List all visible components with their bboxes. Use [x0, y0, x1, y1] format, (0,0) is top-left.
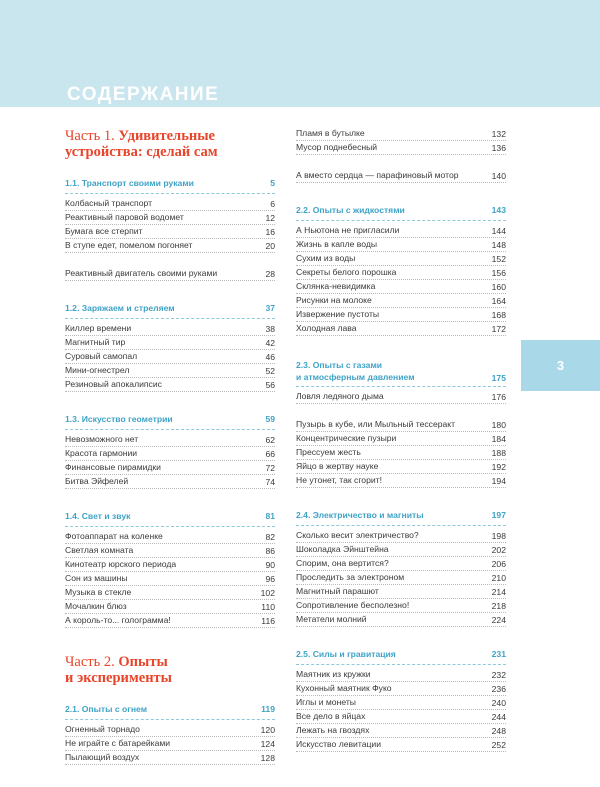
entry-title: Суровый самопал	[65, 351, 138, 361]
toc-entry[interactable]	[296, 322, 506, 336]
toc-section	[296, 205, 506, 336]
toc-entry[interactable]	[65, 197, 275, 211]
entry-title: Мини-огнестрел	[65, 365, 130, 375]
section-header[interactable]	[296, 649, 506, 665]
toc-entry[interactable]	[296, 432, 506, 446]
entry-page: 232	[491, 670, 506, 680]
section-page: 81	[265, 511, 275, 521]
entry-title: Магнитный парашют	[296, 586, 379, 596]
entry-title: Яйцо в жертву науке	[296, 461, 379, 471]
entry-page: 86	[265, 546, 275, 556]
entry-page: 240	[491, 698, 506, 708]
toc-entry[interactable]	[65, 558, 275, 572]
entry-page: 6	[270, 199, 275, 209]
toc-entry[interactable]	[296, 529, 506, 543]
entry-title: Извержение пустоты	[296, 309, 380, 319]
entry-page: 224	[491, 615, 506, 625]
toc-entry[interactable]	[65, 600, 275, 614]
entry-title: Жизнь в капле воды	[296, 239, 378, 249]
toc-section-continued	[296, 127, 506, 183]
entry-page: 192	[491, 462, 506, 472]
section-header[interactable]	[65, 178, 275, 194]
section-title-line1: 2.3. Опыты с газами	[296, 360, 383, 370]
entry-title: Киллер времени	[65, 323, 132, 333]
section-header[interactable]	[65, 303, 275, 319]
toc-entry[interactable]	[65, 586, 275, 600]
section-header[interactable]	[65, 414, 275, 430]
entry-title: Финансовые пирамидки	[65, 462, 161, 472]
entry-title: А король-то... голограмма!	[65, 615, 171, 625]
entry-title: Пылающий воздух	[65, 752, 140, 762]
section-header[interactable]	[296, 205, 506, 221]
toc-entry[interactable]	[296, 613, 506, 627]
section-title: 2.5. Силы и гравитация	[296, 649, 396, 659]
entry-page: 168	[491, 310, 506, 320]
entry-page: 198	[491, 531, 506, 541]
entry-title: Сон из машины	[65, 573, 128, 583]
entry-title: А Ньютона не пригласили	[296, 225, 400, 235]
entry-title: Музыка в стекле	[65, 587, 132, 597]
entry-title: Иглы и монеты	[296, 697, 356, 707]
entry-page: 202	[491, 545, 506, 555]
entry-page: 110	[261, 602, 275, 612]
toc-left-column	[65, 128, 275, 787]
section-header[interactable]	[296, 358, 506, 387]
toc-entry[interactable]	[65, 723, 275, 737]
entry-title: Реактивный двигатель своими руками	[65, 268, 218, 278]
entry-title: Сколько весит электричество?	[296, 530, 419, 540]
toc-section	[65, 704, 275, 765]
section-page: 231	[491, 649, 506, 659]
entry-page: 244	[491, 712, 506, 722]
entry-page: 136	[491, 143, 506, 153]
toc-entry[interactable]	[65, 225, 275, 239]
toc-entry[interactable]	[65, 378, 275, 392]
entry-title: Сопротивление бесполезно!	[296, 600, 410, 610]
entry-page: 210	[491, 573, 506, 583]
entry-title: Пламя в бутылке	[296, 128, 365, 138]
part-title-line1: Опыты	[118, 654, 168, 670]
toc-entry[interactable]	[296, 724, 506, 738]
entry-title: А вместо сердца — парафиновый мотор	[296, 170, 459, 180]
entry-page: 66	[265, 449, 275, 459]
toc-entry[interactable]	[65, 211, 275, 225]
entry-page: 144	[491, 226, 506, 236]
section-page: 119	[261, 704, 275, 714]
entry-page: 184	[491, 434, 506, 444]
entry-page: 188	[491, 448, 506, 458]
section-title: 2.4. Электричество и магниты	[296, 510, 424, 520]
toc-entry[interactable]	[296, 557, 506, 571]
section-title: 1.4. Свет и звук	[65, 511, 131, 521]
entry-title: Невозможного нет	[65, 434, 139, 444]
toc-entry[interactable]	[65, 751, 275, 765]
entry-title: Лежать на гвоздях	[296, 725, 370, 735]
entry-page: 164	[491, 296, 506, 306]
toc-entry[interactable]	[296, 585, 506, 599]
toc-entry[interactable]	[65, 572, 275, 586]
entry-page: 132	[491, 129, 506, 139]
toc-section	[65, 178, 275, 281]
toc-entry[interactable]	[65, 322, 275, 336]
part-title	[65, 654, 275, 686]
part-label: Часть 1.	[65, 128, 115, 144]
entry-title: Секреты белого порошка	[296, 267, 397, 277]
toc-section	[65, 303, 275, 392]
toc-entry[interactable]	[296, 155, 506, 183]
toc-entry[interactable]	[65, 336, 275, 350]
toc-entry[interactable]	[296, 252, 506, 266]
entry-page: 42	[265, 338, 275, 348]
entry-title: Холодная лава	[296, 323, 357, 333]
toc-section	[65, 414, 275, 489]
toc-right-column	[296, 127, 506, 774]
toc-entry[interactable]	[296, 141, 506, 155]
entry-page: 148	[491, 240, 506, 250]
entry-page: 28	[265, 269, 275, 279]
entry-page: 172	[491, 324, 506, 334]
toc-entry[interactable]	[65, 364, 275, 378]
entry-title: Прессуем жесть	[296, 447, 361, 457]
entry-page: 72	[265, 463, 275, 473]
toc-entry[interactable]	[65, 475, 275, 489]
toc-entry[interactable]	[296, 127, 506, 141]
entry-page: 96	[265, 574, 275, 584]
entry-page: 12	[265, 213, 275, 223]
entry-title: Пузырь в кубе, или Мыльный тессеракт	[296, 419, 456, 429]
entry-page: 74	[265, 477, 275, 487]
section-title: 1.1. Транспорт своими руками	[65, 178, 194, 188]
entry-title: Не играйте с батарейками	[65, 738, 171, 748]
entry-page: 62	[265, 435, 275, 445]
toc-entry[interactable]	[296, 571, 506, 585]
entry-title: Колбасный транспорт	[65, 198, 153, 208]
section-page: 37	[265, 303, 275, 313]
entry-title: Маятник из кружки	[296, 669, 371, 679]
part-title-line2: устройства: сделай сам	[65, 144, 218, 160]
entry-title: Красота гармонии	[65, 448, 138, 458]
entry-page: 116	[261, 616, 275, 626]
entry-title: В ступе едет, помелом погоняет	[65, 240, 193, 250]
toc-entry[interactable]	[65, 530, 275, 544]
entry-page: 102	[260, 588, 275, 598]
entry-title: Мочалкин блюз	[65, 601, 127, 611]
section-header[interactable]	[65, 511, 275, 527]
entry-page: 218	[491, 601, 506, 611]
entry-page: 160	[491, 282, 506, 292]
entry-title: Кинотеатр юрского периода	[65, 559, 177, 569]
entry-title: Спорим, она вертится?	[296, 558, 389, 568]
entry-page: 124	[260, 739, 275, 749]
entry-page: 120	[260, 725, 275, 735]
entry-title: Не утонет, так сгорит!	[296, 475, 382, 485]
entry-page: 128	[260, 753, 275, 763]
entry-title: Бумага все стерпит	[65, 226, 143, 236]
section-page: 5	[270, 178, 275, 188]
toc-entry[interactable]	[65, 544, 275, 558]
toc-section	[296, 358, 506, 488]
section-header[interactable]	[65, 704, 275, 720]
entry-page: 20	[265, 241, 275, 251]
entry-title: Огненный торнадо	[65, 724, 140, 734]
entry-page: 206	[491, 559, 506, 569]
toc-entry[interactable]	[65, 350, 275, 364]
entry-page: 236	[491, 684, 506, 694]
entry-page: 38	[265, 324, 275, 334]
page-number-tab: 3	[521, 340, 600, 391]
entry-title: Проследить за электроном	[296, 572, 405, 582]
section-page: 197	[491, 510, 506, 520]
section-page: 175	[491, 373, 506, 383]
section-title: 2.2. Опыты с жидкостями	[296, 205, 405, 215]
entry-page: 152	[491, 254, 506, 264]
entry-page: 90	[265, 560, 275, 570]
entry-page: 248	[491, 726, 506, 736]
entry-title: Метатели молний	[296, 614, 367, 624]
entry-page: 252	[491, 740, 506, 750]
toc-entry[interactable]	[65, 461, 275, 475]
entry-title: Резиновый апокалипсис	[65, 379, 162, 389]
entry-title: Рисунки на молоке	[296, 295, 372, 305]
section-title: 1.2. Заряжаем и стреляем	[65, 303, 175, 313]
toc-entry[interactable]	[65, 737, 275, 751]
toc-section	[296, 510, 506, 627]
toc-entry[interactable]	[296, 460, 506, 474]
entry-title: Фотоаппарат на коленке	[65, 531, 163, 541]
entry-title: Сухим из воды	[296, 253, 356, 263]
header-banner	[0, 0, 600, 107]
toc-entry[interactable]	[296, 238, 506, 252]
page-title: СОДЕРЖАНИЕ	[67, 84, 220, 105]
entry-page: 214	[491, 587, 506, 597]
entry-title: Искусство левитации	[296, 739, 381, 749]
entry-page: 16	[265, 227, 275, 237]
toc-entry[interactable]	[296, 404, 506, 432]
toc-section	[65, 511, 275, 628]
entry-page: 180	[491, 420, 506, 430]
entry-title: Битва Эйфелей	[65, 476, 129, 486]
toc-entry[interactable]	[296, 390, 506, 404]
entry-title: Склянка-невидимка	[296, 281, 376, 291]
toc-section	[296, 649, 506, 752]
entry-page: 46	[265, 352, 275, 362]
toc-entry[interactable]	[296, 599, 506, 613]
entry-page: 82	[265, 532, 275, 542]
toc-entry[interactable]	[296, 710, 506, 724]
entry-page: 56	[265, 380, 275, 390]
entry-title: Концентрические пузыри	[296, 433, 397, 443]
entry-page: 52	[265, 366, 275, 376]
toc-entry[interactable]	[296, 474, 506, 488]
entry-title: Мусор поднебесный	[296, 142, 378, 152]
entry-title: Шоколадка Эйнштейна	[296, 544, 389, 554]
entry-title: Ловля ледяного дыма	[296, 391, 384, 401]
section-title: 2.1. Опыты с огнем	[65, 704, 148, 714]
entry-page: 194	[491, 476, 506, 486]
entry-title: Все дело в яйцах	[296, 711, 366, 721]
toc-entry[interactable]	[296, 543, 506, 557]
part-title-line2: и эксперименты	[65, 670, 172, 686]
section-header[interactable]	[296, 510, 506, 526]
toc-entry[interactable]	[296, 294, 506, 308]
entry-title: Реактивный паровой водомет	[65, 212, 184, 222]
toc-entry[interactable]	[65, 433, 275, 447]
entry-title: Кухонный маятник Фуко	[296, 683, 392, 693]
toc-entry[interactable]	[65, 239, 275, 253]
entry-title: Светлая комната	[65, 545, 134, 555]
toc-entry[interactable]	[65, 447, 275, 461]
toc-entry[interactable]	[296, 696, 506, 710]
entry-page: 156	[491, 268, 506, 278]
entry-page: 140	[491, 171, 506, 181]
toc-entry[interactable]	[296, 668, 506, 682]
section-page: 143	[491, 205, 506, 215]
entry-title: Магнитный тир	[65, 337, 126, 347]
part-label: Часть 2.	[65, 654, 115, 670]
section-page: 59	[265, 414, 275, 424]
part-title	[65, 128, 275, 160]
toc-entry[interactable]	[65, 253, 275, 281]
toc-entry[interactable]	[296, 280, 506, 294]
toc-entry[interactable]	[65, 614, 275, 628]
section-title-line2: и атмосферным давлением	[296, 372, 415, 382]
toc-entry[interactable]	[296, 308, 506, 322]
part-title-line1: Удивительные	[118, 128, 215, 144]
toc-entry[interactable]	[296, 682, 506, 696]
toc-entry[interactable]	[296, 266, 506, 280]
toc-entry[interactable]	[296, 224, 506, 238]
section-title	[296, 359, 415, 383]
entry-page: 176	[491, 392, 506, 402]
toc-entry[interactable]	[296, 446, 506, 460]
section-title: 1.3. Искусство геометрии	[65, 414, 173, 424]
